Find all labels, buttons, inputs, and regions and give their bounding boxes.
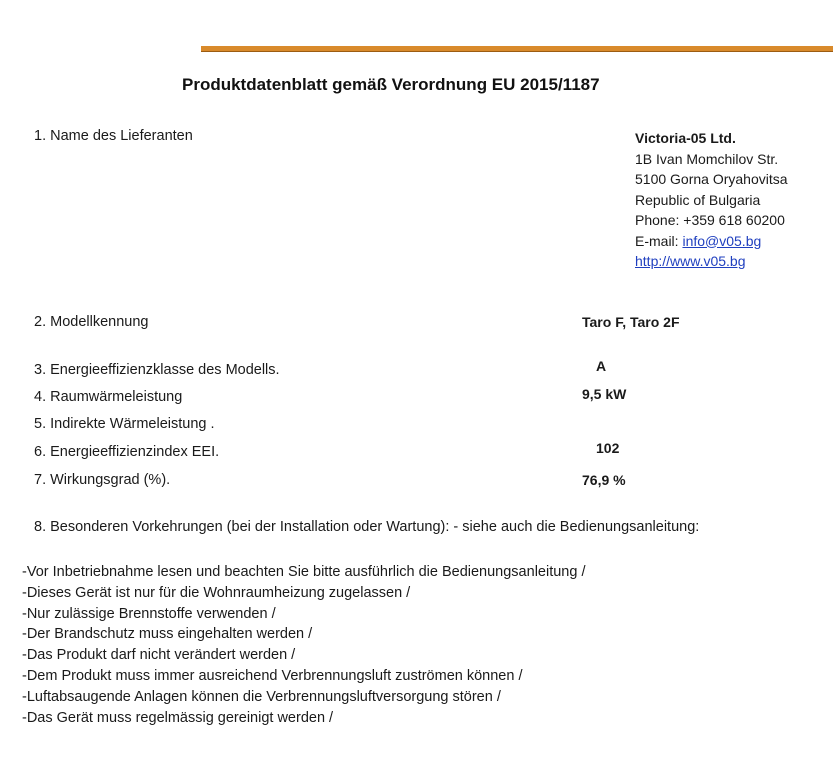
precautions-list <box>22 562 585 728</box>
supplier-website-link[interactable]: http://www.v05.bg <box>635 253 746 269</box>
supplier-street: 1B Ivan Momchilov Str. <box>635 150 779 167</box>
item-value-efficiency-class: A <box>596 358 607 374</box>
supplier-address-block <box>635 128 788 272</box>
supplier-company-name: Victoria-05 Ltd. <box>635 130 736 146</box>
header-accent-rule <box>201 46 833 52</box>
precaution-line: -Luftabsaugende Anlagen können die Verbrennungsluftversorgung stören / <box>22 688 501 705</box>
item-label-indirect-heat-output: 5. Indirekte Wärmeleistung . <box>34 416 215 432</box>
precaution-line: -Das Gerät muss regelmässig gereinigt werden / <box>22 709 334 726</box>
precaution-line: -Vor Inbetriebnahme lesen und beachten Sie bitte ausführlich die Bedienungsanleitung / <box>22 564 586 580</box>
item-label-heat-output: 4. Raumwärmeleistung <box>34 389 183 405</box>
supplier-city: 5100 Gorna Oryahovitsa <box>635 171 788 187</box>
item-value-eei: 102 <box>596 440 620 456</box>
item-value-heat-output: 9,5 kW <box>582 386 627 402</box>
precaution-line: -Der Brandschutz muss eingehalten werden / <box>22 626 313 643</box>
supplier-phone: Phone: +359 618 60200 <box>635 212 785 228</box>
precautions-heading: 8. Besonderen Vorkehrungen (bei der Installation oder Wartung): - siehe auch die Bedienungsanleitung: <box>34 519 700 535</box>
item-value-model: Taro F, Taro 2F <box>582 314 680 330</box>
supplier-country: Republic of Bulgaria <box>635 191 761 208</box>
item-label-model: 2. Modellkennung <box>34 314 149 330</box>
precaution-line: -Dieses Gerät ist nur für die Wohnraumheizung zugelassen / <box>22 584 411 601</box>
item-value-efficiency: 76,9 % <box>582 472 626 488</box>
supplier-email-line <box>635 231 788 252</box>
supplier-email-link[interactable]: info@v05.bg <box>682 232 762 249</box>
page-title: Produktdatenblatt gemäß Verordnung EU 2015/1187 <box>182 75 600 94</box>
supplier-email-prefix: E-mail: <box>635 232 683 249</box>
precaution-line: -Dem Produkt muss immer ausreichend Verbrennungsluft zuströmen können / <box>22 667 523 684</box>
item-label-efficiency: 7. Wirkungsgrad (%). <box>34 472 171 488</box>
precaution-line: -Nur zulässige Brennstoffe verwenden / <box>22 605 276 622</box>
supplier-label: 1. Name des Lieferanten <box>34 128 193 144</box>
item-label-eei: 6. Energieeffizienzindex EEI. <box>34 444 220 460</box>
precaution-line: -Das Produkt darf nicht verändert werden / <box>22 647 296 664</box>
item-label-efficiency-class: 3. Energieeffizienzklasse des Modells. <box>34 362 280 378</box>
